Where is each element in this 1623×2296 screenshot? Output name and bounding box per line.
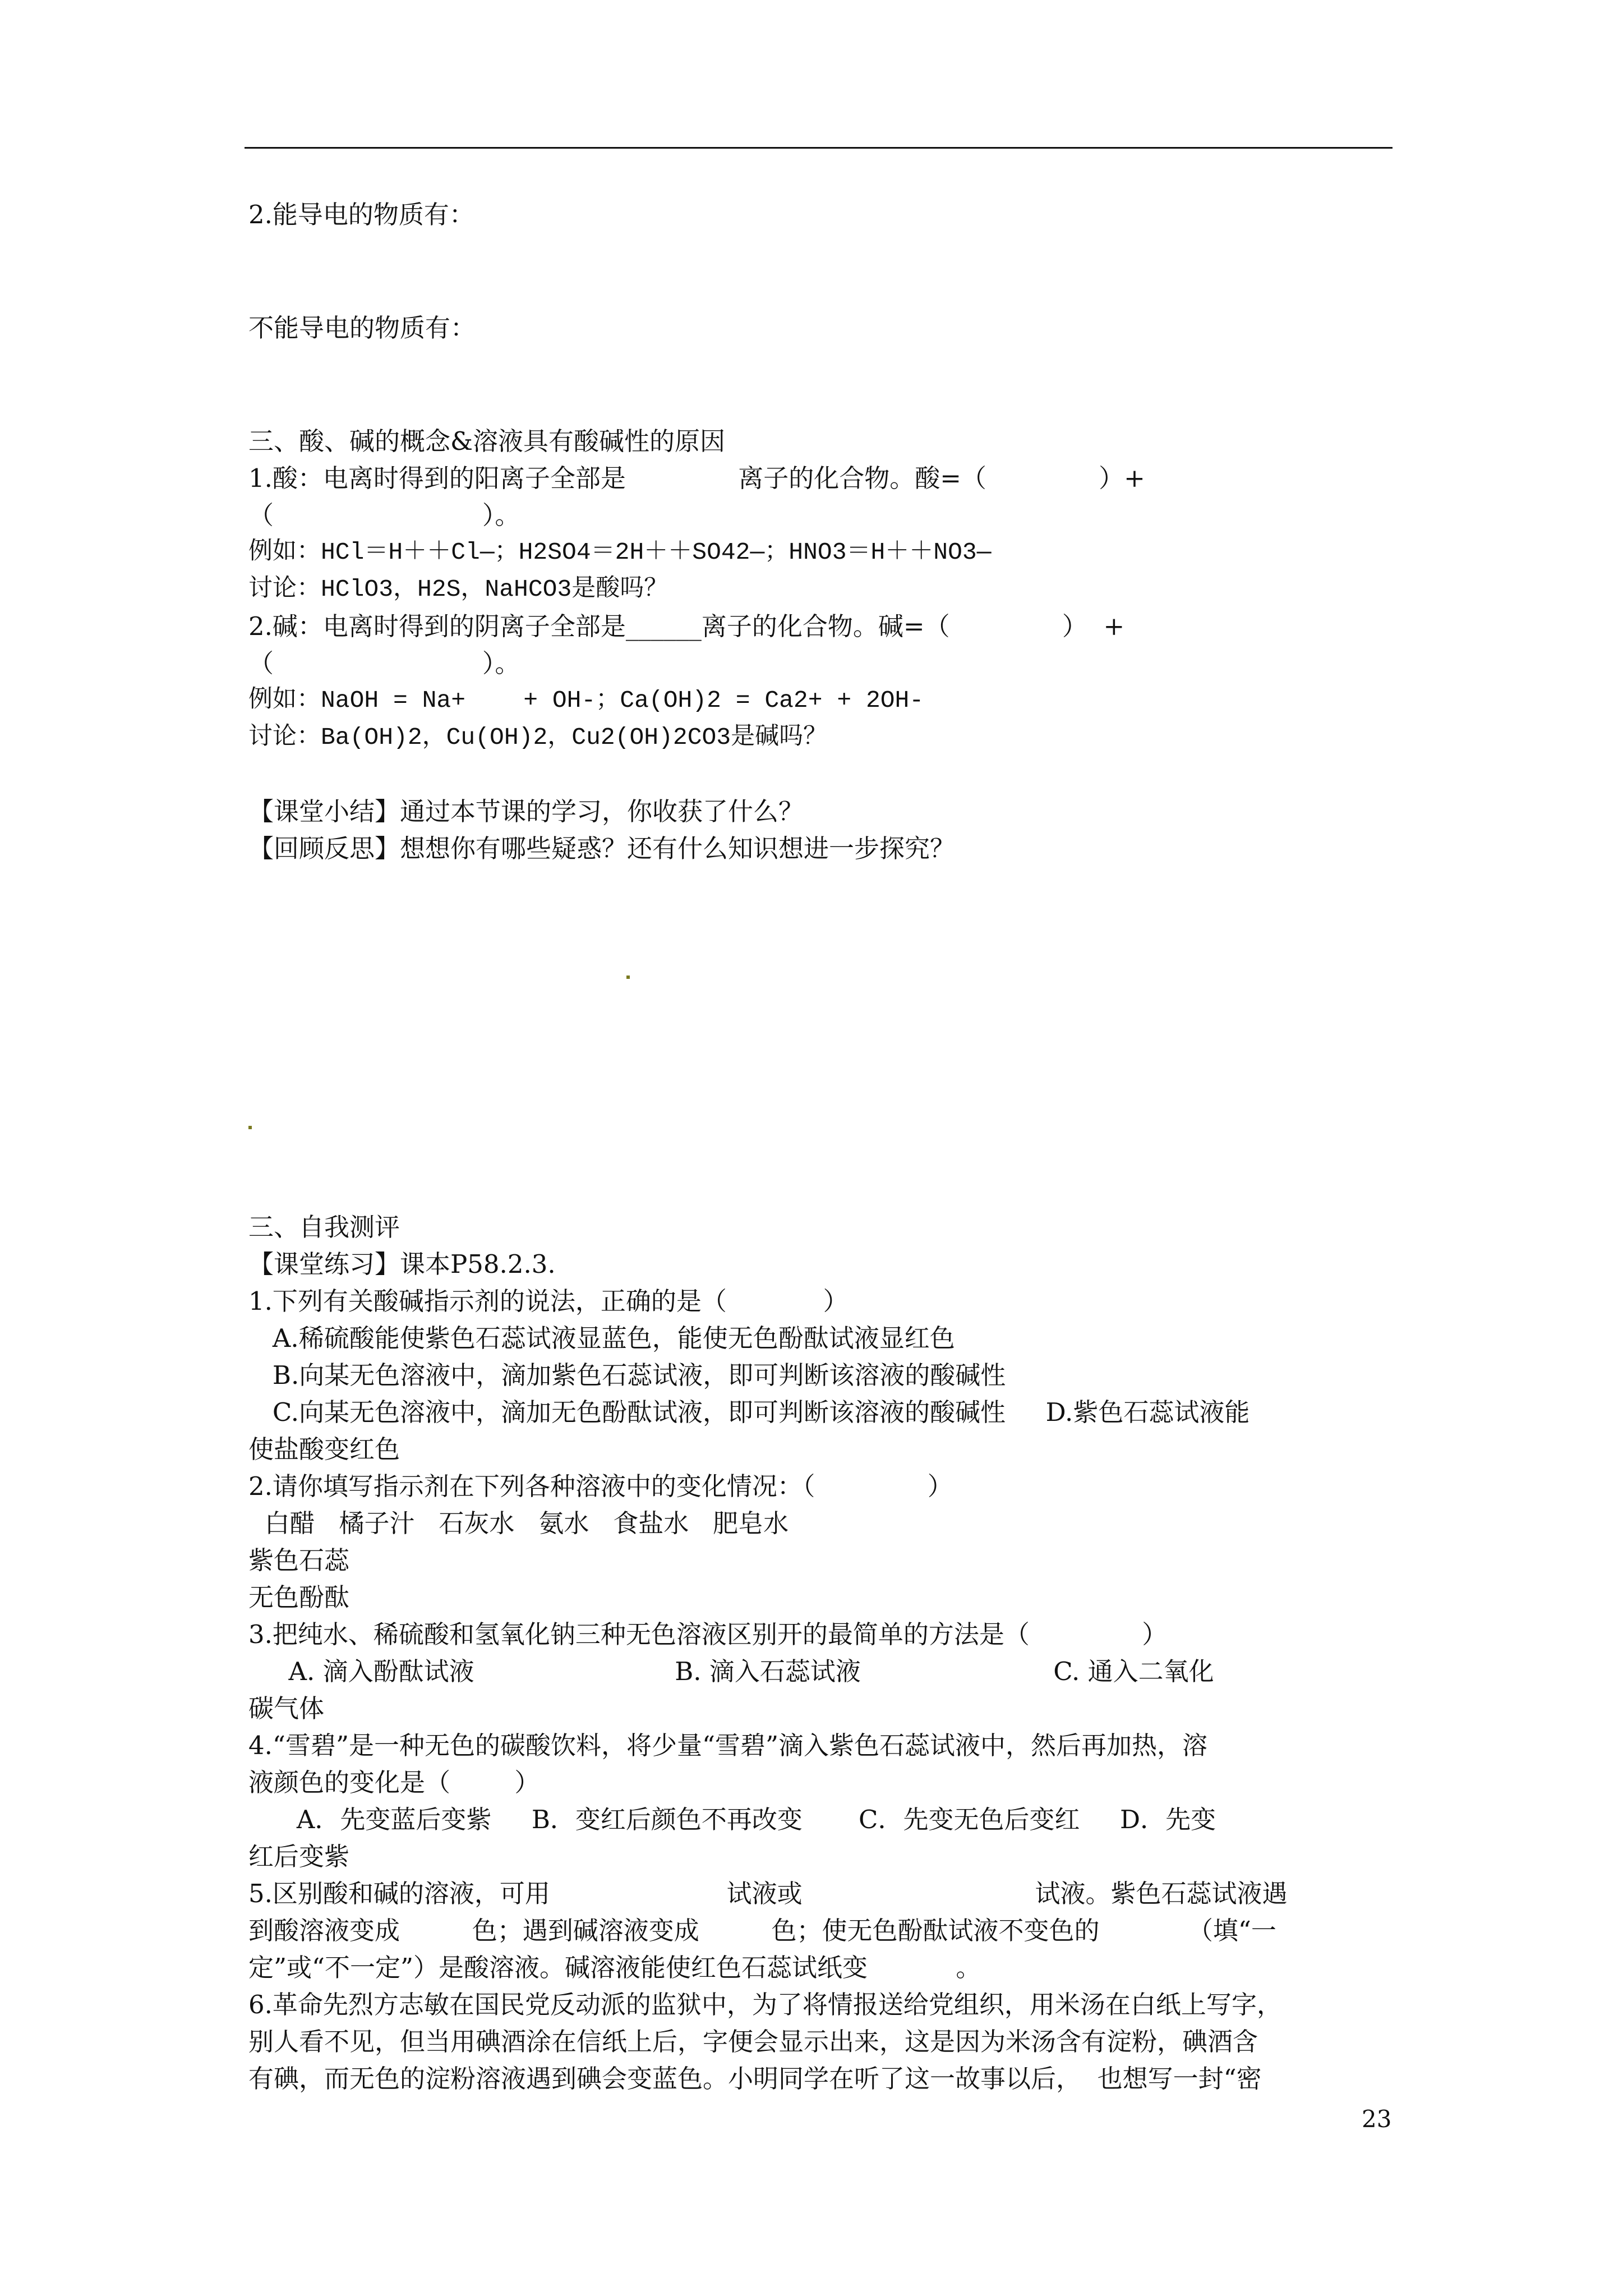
- question-1-option-d-cont: 使盐酸变红色: [248, 1434, 400, 1464]
- question-4-options: A．先变蓝后变紫 B．变红后颜色不再改变 C．先变无色后变红 D．先变: [248, 1805, 1216, 1834]
- question-3-options-cont: 碳气体: [248, 1694, 325, 1723]
- stray-dot-mark: [626, 976, 630, 979]
- question-4-cont: 液颜色的变化是（ ）: [248, 1768, 540, 1797]
- question-2-row-litmus: 紫色石蕊: [248, 1545, 350, 1575]
- question-1-option-a: A.稀硫酸能使紫色石蕊试液显蓝色，能使无色酚酞试液显红色: [248, 1323, 955, 1353]
- question-4: 4.“雪碧”是一种无色的碳酸饮料，将少量“雪碧”滴入紫色石蕊试液中，然后再加热，溶: [248, 1731, 1207, 1760]
- question-6-cont-1: 别人看不见，但当用碘酒涂在信纸上后，字便会显示出来，这是因为米汤含有淀粉，碘酒含: [248, 2027, 1258, 2056]
- header-rule: [245, 147, 1393, 149]
- text-line-reflection: 【回顾反思】想想你有哪些疑惑？还有什么知识想进一步探究？: [248, 834, 956, 863]
- stray-dot-mark: [248, 1126, 252, 1129]
- text-line-practice: 【课堂练习】课本P58.2.3.: [248, 1249, 556, 1279]
- section-heading-acid-base: 三、酸、碱的概念&溶液具有酸碱性的原因: [248, 426, 726, 456]
- question-1-option-c: C.向某无色溶液中，滴加无色酚酞试液，即可判断该溶液的酸碱性 D.紫色石蕊试液能: [248, 1397, 1250, 1427]
- page-number: 23: [1362, 2105, 1392, 2133]
- text-line-base-def: 2.碱：电离时得到的阴离子全部是______离子的化合物。碱=（ ） +: [248, 611, 1125, 641]
- text-line-base-example: 例如：NaOH = Na+ + OH-；Ca(OH)2 = Ca2+ + 2OH-: [248, 687, 924, 714]
- question-6: 6.革命先烈方志敏在国民党反动派的监狱中，为了将情报送给党组织，用米汤在白纸上写字，: [248, 1990, 1282, 2019]
- question-4-options-cont: 红后变紫: [248, 1842, 350, 1871]
- question-5-cont-1: 到酸溶液变成 色；遇到碱溶液变成 色；使无色酚酞试液不变色的 （填“一: [248, 1916, 1276, 1945]
- question-3-options: A. 滴入酚酞试液 B. 滴入石蕊试液 C. 通入二氧化: [248, 1657, 1214, 1686]
- text-line-base-discussion: 讨论：Ba(OH)2，Cu(OH)2，Cu2(OH)2CO3是碱吗？: [248, 724, 828, 751]
- question-3: 3.把纯水、稀硫酸和氢氧化钠三种无色溶液区别开的最简单的方法是（ ）: [248, 1619, 1168, 1649]
- text-line-acid-example: 例如：HCl＝H＋＋Cl—；H2SO4＝2H＋＋SO42—；HNO3＝H＋＋NO3—: [248, 539, 992, 566]
- text-line-1: 2.能导电的物质有：: [248, 200, 474, 229]
- question-1-option-b: B.向某无色溶液中，滴加紫色石蕊试液，即可判断该溶液的酸碱性: [248, 1360, 1006, 1390]
- question-5-cont-2: 定”或“不一定”）是酸溶液。碱溶液能使红色石蕊试纸变 。: [248, 1953, 981, 1982]
- question-2-row-phenolphthalein: 无色酚酞: [248, 1582, 350, 1612]
- text-line-acid-def-cont: （ ）。: [248, 500, 520, 530]
- text-line-summary: 【课堂小结】通过本节课的学习，你收获了什么？: [248, 797, 804, 826]
- question-1: 1.下列有关酸碱指示剂的说法，正确的是（ ）: [248, 1286, 849, 1316]
- question-2: 2.请你填写指示剂在下列各种溶液中的变化情况：（ ）: [248, 1471, 953, 1501]
- text-line-acid-def: 1.酸：电离时得到的阳离子全部是 离子的化合物。酸=（ ）+: [248, 463, 1145, 493]
- text-line-acid-discussion: 讨论：HClO3，H2S，NaHCO3是酸吗？: [248, 576, 668, 603]
- section-heading-self-test: 三、自我测评: [248, 1212, 400, 1242]
- text-line-base-def-cont: （ ）。: [248, 648, 520, 678]
- question-5: 5.区别酸和碱的溶液，可用 试液或 试液。紫色石蕊试液遇: [248, 1879, 1288, 1908]
- question-2-solutions: 白醋 橘子汁 石灰水 氨水 食盐水 肥皂水: [248, 1508, 789, 1538]
- text-line-2: 不能导电的物质有：: [248, 313, 476, 343]
- question-6-cont-2: 有碘，而无色的淀粉溶液遇到碘会变蓝色。小明同学在听了这一故事以后， 也想写一封“密: [248, 2064, 1262, 2093]
